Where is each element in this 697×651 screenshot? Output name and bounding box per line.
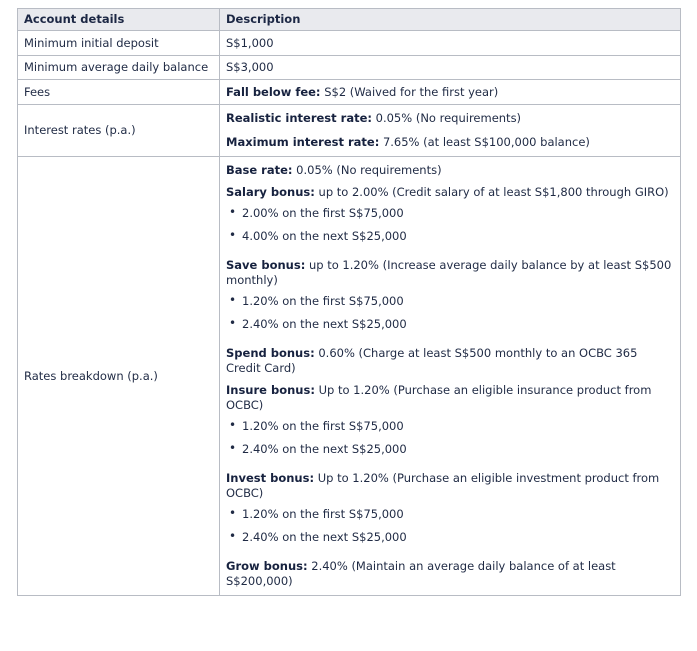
grow-term: Grow bonus: [226, 559, 308, 573]
salary-bonus-line [226, 180, 674, 202]
insure-term: Insure bonus: [226, 383, 315, 397]
row-value-fees [220, 80, 681, 105]
fees-text: S$2 (Waived for the first year) [320, 84, 499, 99]
base-rate-line [226, 161, 674, 180]
salary-term: Salary bonus: [226, 185, 315, 199]
header-description: Description [220, 9, 681, 31]
base-text: 0.05% (No requirements) [292, 163, 442, 177]
row-value-min-deposit: S$1,000 [220, 31, 681, 56]
table-row [18, 56, 681, 80]
list-item: • 1.20% on the first S$75,000 [226, 290, 674, 313]
table-row [18, 31, 681, 56]
table-row [18, 157, 681, 596]
row-value-breakdown [220, 157, 681, 596]
salary-text: up to 2.00% (Credit salary of at least S$1,800 through GIRO) [314, 185, 669, 199]
fees-term: Fall below fee: [226, 84, 321, 99]
invest-text: Up to 1.20% (Purchase an eligible investment product from OCBC) [226, 471, 660, 500]
row-label-interest: Interest rates (p.a.) [18, 105, 220, 157]
table-row [18, 80, 681, 105]
insure-tier-list [226, 415, 674, 461]
row-value-min-balance: S$3,000 [220, 56, 681, 80]
save-tier-list [226, 290, 674, 336]
save-term: Save bonus: [226, 258, 306, 272]
maximum-term: Maximum interest rate: [226, 135, 380, 149]
spend-bonus-line [226, 344, 674, 378]
list-item: • 2.40% on the next S$25,000 [226, 313, 674, 336]
row-value-interest [220, 105, 681, 157]
invest-term: Invest bonus: [226, 471, 315, 485]
row-label-min-balance: Minimum average daily balance [18, 56, 220, 80]
base-term: Base rate: [226, 163, 293, 177]
row-label-min-deposit: Minimum initial deposit [18, 31, 220, 56]
row-label-breakdown: Rates breakdown (p.a.) [18, 157, 220, 596]
row-label-fees: Fees [18, 80, 220, 105]
account-details-table-wrapper [17, 8, 680, 596]
realistic-term: Realistic interest rate: [226, 111, 372, 125]
insure-text: Up to 1.20% (Purchase an eligible insurance product from OCBC) [226, 383, 652, 412]
list-item: • 4.00% on the next S$25,000 [226, 225, 674, 248]
list-item: • 1.20% on the first S$75,000 [226, 503, 674, 526]
save-bonus-line [226, 256, 674, 290]
spend-term: Spend bonus: [226, 346, 315, 360]
insure-bonus-line [226, 378, 674, 415]
grow-text: 2.40% (Maintain an average daily balance of at least S$200,000) [226, 559, 616, 588]
maximum-rate-line [226, 128, 674, 152]
list-item: • 1.20% on the first S$75,000 [226, 415, 674, 438]
invest-bonus-line [226, 469, 674, 503]
header-account-details: Account details [18, 9, 220, 31]
grow-bonus-line [226, 557, 674, 591]
salary-tier-list [226, 202, 674, 248]
spend-text: 0.60% (Charge at least S$500 monthly to an OCBC 365 Credit Card) [226, 346, 638, 375]
list-item: • 2.40% on the next S$25,000 [226, 438, 674, 461]
list-item: • 2.00% on the first S$75,000 [226, 202, 674, 225]
save-text: up to 1.20% (Increase average daily balance by at least S$500 monthly) [226, 258, 672, 287]
account-details-table [17, 8, 681, 596]
list-item: • 2.40% on the next S$25,000 [226, 526, 674, 549]
maximum-text: 7.65% (at least S$100,000 balance) [379, 135, 590, 149]
invest-tier-list [226, 503, 674, 549]
table-row [18, 105, 681, 157]
realistic-rate-line [226, 109, 674, 128]
realistic-text: 0.05% (No requirements) [371, 111, 522, 125]
table-header-row [18, 9, 681, 31]
